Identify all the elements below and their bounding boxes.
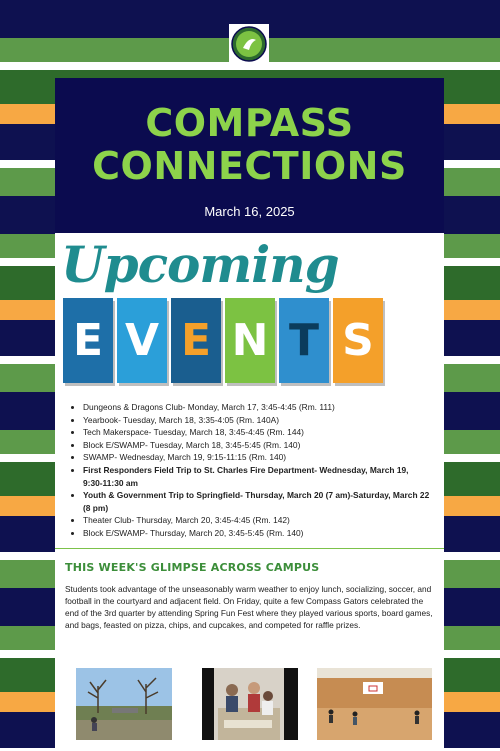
list-item: • Youth & Government Trip to Springfield- Thursday, March 20 (7 am)-Saturday, March 22 (8 pm): [83, 489, 430, 514]
banner-tile: E: [63, 298, 113, 383]
section-divider: [55, 548, 444, 549]
fun-fest-photo[interactable]: [202, 668, 298, 740]
list-item: • Block E/SWAMP- Thursday, March 20, 3:45-5:45 (Rm. 140): [83, 527, 430, 540]
banner-tiles: [63, 298, 387, 383]
list-item: • Yearbook- Tuesday, March 18, 3:35-4:05 (Rm. 140A): [83, 414, 430, 427]
newsletter-date: March 16, 2025: [204, 204, 295, 219]
list-item: • First Responders Field Trip to St. Charles Fire Department- Wednesday, March 19, 9:30-11:30 am: [83, 464, 430, 489]
upcoming-events-banner: [55, 233, 444, 393]
list-item: • SWAMP- Wednesday, March 19, 9:15-11:15 (Rm. 140): [83, 451, 430, 464]
banner-tile: V: [117, 298, 167, 383]
gym-photo[interactable]: [317, 668, 432, 740]
glimpse-body: Students took advantage of the unseasonably warm weather to enjoy lunch, socializing, soccer, and football in the courtyard and adjacent field. On Friday, quite a few Compass Gators celebrated the end of the 3rd quarter by attending Spring Fun Fest where they played various sports, board games, and bags, feasted on pizza, chips, and cupcakes, and competed for raffle prizes.: [65, 583, 433, 631]
list-item: • Theater Club- Thursday, March 20, 3:45-4:45 (Rm. 142): [83, 514, 430, 527]
list-item: • Block E/SWAMP- Tuesday, March 18, 3:45-5:45 (Rm. 140): [83, 439, 430, 452]
list-item: • Dungeons & Dragons Club- Monday, March 17, 3:45-4:45 (Rm. 111): [83, 401, 430, 414]
newsletter-header: [55, 78, 444, 233]
banner-tile: N: [225, 298, 275, 383]
newsletter-card: [55, 78, 444, 751]
photo-row: [55, 668, 444, 744]
glimpse-heading: THIS WEEK'S GLIMPSE ACROSS CAMPUS: [65, 560, 320, 574]
banner-tile: E: [171, 298, 221, 383]
banner-tile: S: [333, 298, 383, 383]
banner-tile: T: [279, 298, 329, 383]
banner-script-word: Upcoming: [61, 235, 339, 294]
events-list: [55, 401, 444, 540]
newsletter-title: COMPASS CONNECTIONS: [92, 101, 407, 188]
compass-logo: [229, 24, 269, 64]
list-item: • Tech Makerspace- Tuesday, March 18, 3:45-4:45 (Rm. 144): [83, 426, 430, 439]
courtyard-photo[interactable]: [76, 668, 172, 740]
